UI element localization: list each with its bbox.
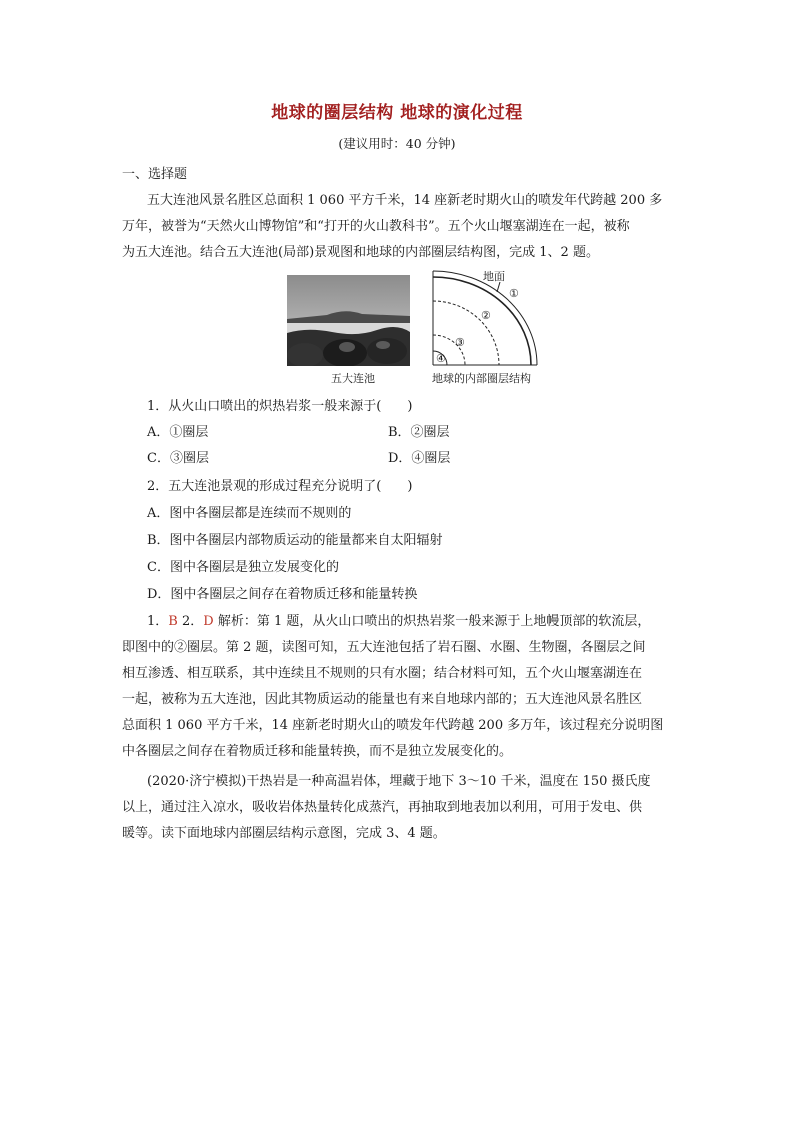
intro-line-1: 五大连池风景名胜区总面积 1 060 平方千米，14 座新老时期火山的喷发年代跨越 200 多 (147, 193, 663, 208)
next-intro-line-2: 以上，通过注入凉水，吸收岩体热量转化成蒸汽，再抽取到地表加以利用，可用于发电、供 (122, 800, 643, 815)
explanation-line-4: 一起，被称为五大连池，因此其物质运动的能量也有来自地球内部的；五大连池风景名胜区 (122, 692, 643, 707)
layer-4-label: ④ (436, 352, 446, 365)
answer-2-number: 2． (181, 614, 204, 629)
answer-line-1 (147, 610, 707, 629)
question-2-stem: 2．五大连池景观的形成过程充分说明了( ) (147, 479, 413, 494)
answer-1-choice: B (168, 614, 178, 629)
question-1-option-b: B．②圈层 (388, 425, 450, 440)
answer-1-number: 1． (147, 614, 169, 629)
intro-line-3: 为五大连池。结合五大连池(局部)景观图和地球的内部圈层结构图，完成 1、2 题。 (122, 245, 599, 260)
explanation-line-2: 即图中的②圈层。第 2 题，读图可知，五大连池包括了岩石圈、水圈、生物圈，各圈层之间 (122, 640, 646, 655)
explanation-start: 解析：第 1 题，从火山口喷出的炽热岩浆一般来源于上地幔顶部的软流层， (217, 614, 651, 629)
next-intro-line-1: (2020·济宁模拟)干热岩是一种高温岩体，埋藏于地下 3～10 千米，温度在 150 摄氏度 (147, 774, 651, 789)
explanation-line-6: 中各圈层之间存在着物质迁移和能量转换，而不是独立发展变化的。 (122, 744, 513, 759)
layer-3-label: ③ (455, 336, 465, 349)
question-1-option-c: C．③圈层 (147, 451, 209, 466)
question-2-option-c: C．图中各圈层是独立发展变化的 (147, 560, 339, 575)
wudalianchi-photo (287, 275, 410, 366)
question-2-option-d: D．图中各圈层之间存在着物质迁移和能量转换 (147, 587, 418, 602)
question-1-option-a: A．①圈层 (147, 425, 209, 440)
explanation-line-3: 相互渗透、相互联系，其中连续且不规则的只有水圈；结合材料可知，五个火山堰塞湖连在 (122, 666, 643, 681)
question-1-option-d: D．④圈层 (388, 451, 451, 466)
question-2-option-a: A．图中各圈层都是连续而不规则的 (147, 506, 352, 521)
page-title: 地球的圈层结构 地球的演化过程 (271, 103, 523, 123)
suggested-time: (建议用时：40 分钟) (338, 136, 456, 151)
surface-label: 地面 (483, 270, 505, 283)
explanation-line-5: 总面积 1 060 平方千米，14 座新老时期火山的喷发年代跨越 200 多万年，该过程充分说明图 (122, 718, 664, 733)
layer-1-label: ① (509, 287, 519, 300)
intro-line-2: 万年，被誉为“天然火山博物馆”和“打开的火山教科书”。五个火山堰塞湖连在一起，被称 (122, 219, 630, 234)
photo-caption: 五大连池 (331, 372, 375, 385)
layer-2-label: ② (481, 309, 491, 322)
question-2-option-b: B．图中各圈层内部物质运动的能量都来自太阳辐射 (147, 533, 443, 548)
question-1-stem: 1．从火山口喷出的炽热岩浆一般来源于( ) (147, 399, 413, 414)
answer-2-choice: D (203, 614, 214, 629)
section-heading: 一、选择题 (122, 167, 188, 182)
next-intro-line-3: 暖等。读下面地球内部圈层结构示意图，完成 3、4 题。 (122, 826, 446, 841)
diagram-caption: 地球的内部圈层结构 (432, 372, 531, 385)
